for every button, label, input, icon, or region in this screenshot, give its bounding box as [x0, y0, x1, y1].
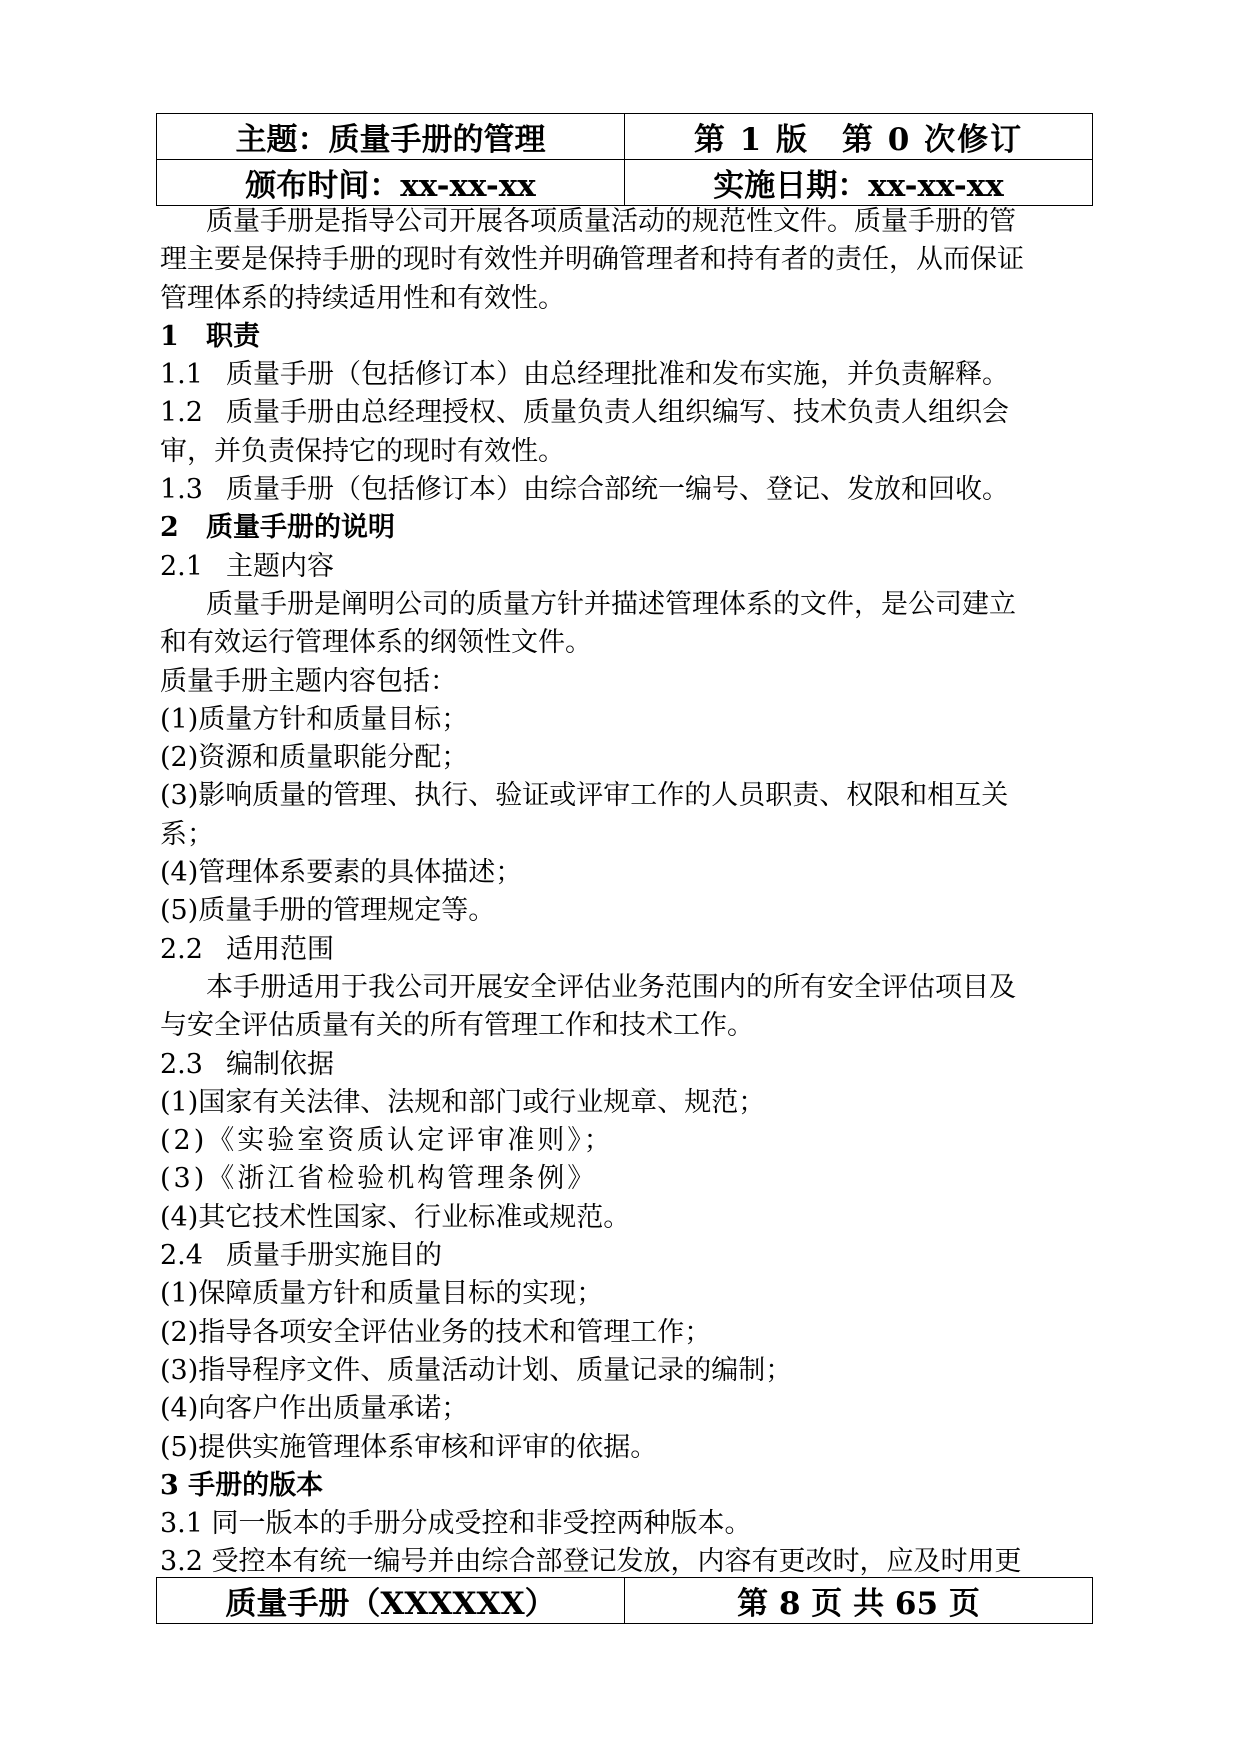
subsection-2-3: [160, 1046, 1090, 1084]
list-item: (1)保障质量方针和质量目标的实现；: [160, 1278, 604, 1310]
item-number: 2.1: [160, 550, 203, 582]
subsection-title: 质量手册实施目的: [226, 1240, 442, 1272]
section-1-heading: [160, 318, 1090, 356]
intro-line-3: 管理体系的持续适用性和有效性。: [160, 282, 565, 314]
item-number: 1.1: [160, 359, 203, 391]
item-1-2: [160, 394, 1090, 432]
item-1-2-continued: 审，并负责保持它的现时有效性。: [160, 435, 565, 467]
manual-name-cell: 质量手册（XXXXXX）: [157, 1578, 625, 1624]
list-item: (4)向客户作出质量承诺；: [160, 1393, 469, 1425]
list-item: (5)提供实施管理体系审核和评审的依据。: [160, 1431, 658, 1463]
subsection-2-2: [160, 931, 1090, 969]
document-body: [160, 203, 1090, 1582]
item-number: 1.3: [160, 474, 203, 506]
list-item: (4)管理体系要素的具体描述；: [160, 857, 523, 889]
item-number: 2.3: [160, 1048, 203, 1080]
paragraph-line: 本手册适用于我公司开展安全评估业务范围内的所有安全评估项目及: [206, 971, 1016, 1003]
item-text: 质量手册（包括修订本）由综合部统一编号、登记、发放和回收。: [226, 474, 1009, 506]
list-item: (5)质量手册的管理规定等。: [160, 895, 496, 927]
item-1-1: [160, 356, 1090, 394]
section-number: 1: [160, 320, 179, 352]
list-item-continued: 系；: [160, 818, 214, 850]
list-item: (3)《浙江省检验机构管理条例》: [160, 1163, 598, 1195]
item-number: 1.2: [160, 397, 203, 429]
header-table: [156, 113, 1093, 206]
item-3-2: 3.2 受控本有统一编号并由综合部登记发放，内容有更改时，应及时用更: [160, 1546, 1022, 1578]
footer-table: [156, 1577, 1093, 1624]
subsection-title: 主题内容: [226, 550, 334, 582]
effective-date-cell: 实施日期：xx-xx-xx: [625, 160, 1093, 206]
list-item: (3)影响质量的管理、执行、验证或评审工作的人员职责、权限和相互关: [160, 780, 1009, 812]
edition-cell: 第 1 版 第 0 次修订: [625, 114, 1093, 160]
section-number: 2: [160, 512, 179, 544]
item-number: 2.2: [160, 933, 203, 965]
list-item: (1)质量方针和质量目标；: [160, 703, 469, 735]
item-text: 质量手册由总经理授权、质量负责人组织编写、技术负责人组织会: [226, 397, 1009, 429]
list-item: (2)资源和质量职能分配；: [160, 742, 469, 774]
item-text: 质量手册（包括修订本）由总经理批准和发布实施，并负责解释。: [226, 359, 1009, 391]
list-item: (2)《实验室资质认定评审准则》；: [160, 1125, 614, 1157]
item-3-1: 3.1 同一版本的手册分成受控和非受控两种版本。: [160, 1508, 752, 1540]
section-title: 质量手册的说明: [206, 512, 395, 544]
page-number-cell: 第 8 页 共 65 页: [625, 1578, 1093, 1624]
subsection-2-4: [160, 1237, 1090, 1275]
section-title: 职责: [206, 320, 260, 352]
item-number: 2.4: [160, 1240, 203, 1272]
list-item: (4)其它技术性国家、行业标准或规范。: [160, 1201, 631, 1233]
subject-cell: 主题：质量手册的管理: [157, 114, 625, 160]
item-1-3: [160, 471, 1090, 509]
subsection-title: 编制依据: [226, 1048, 334, 1080]
paragraph-line: 与安全评估质量有关的所有管理工作和技术工作。: [160, 1010, 754, 1042]
list-item: (2)指导各项安全评估业务的技术和管理工作；: [160, 1316, 712, 1348]
section-3-heading: 3 手册的版本: [160, 1469, 324, 1501]
subsection-title: 适用范围: [226, 933, 334, 965]
section-2-heading: [160, 509, 1090, 547]
list-lead: 质量手册主题内容包括：: [160, 665, 457, 697]
subsection-2-1: [160, 548, 1090, 586]
list-item: (3)指导程序文件、质量活动计划、质量记录的编制；: [160, 1354, 793, 1386]
list-item: (1)国家有关法律、法规和部门或行业规章、规范；: [160, 1086, 766, 1118]
paragraph-line: 和有效运行管理体系的纲领性文件。: [160, 627, 592, 659]
paragraph-line: 质量手册是阐明公司的质量方针并描述管理体系的文件，是公司建立: [206, 588, 1016, 620]
intro-line-2: 理主要是保持手册的现时有效性并明确管理者和持有者的责任，从而保证: [160, 244, 1024, 276]
issue-date-cell: 颁布时间：xx-xx-xx: [157, 160, 625, 206]
intro-line-1: 质量手册是指导公司开展各项质量活动的规范性文件。质量手册的管: [206, 206, 1016, 237]
